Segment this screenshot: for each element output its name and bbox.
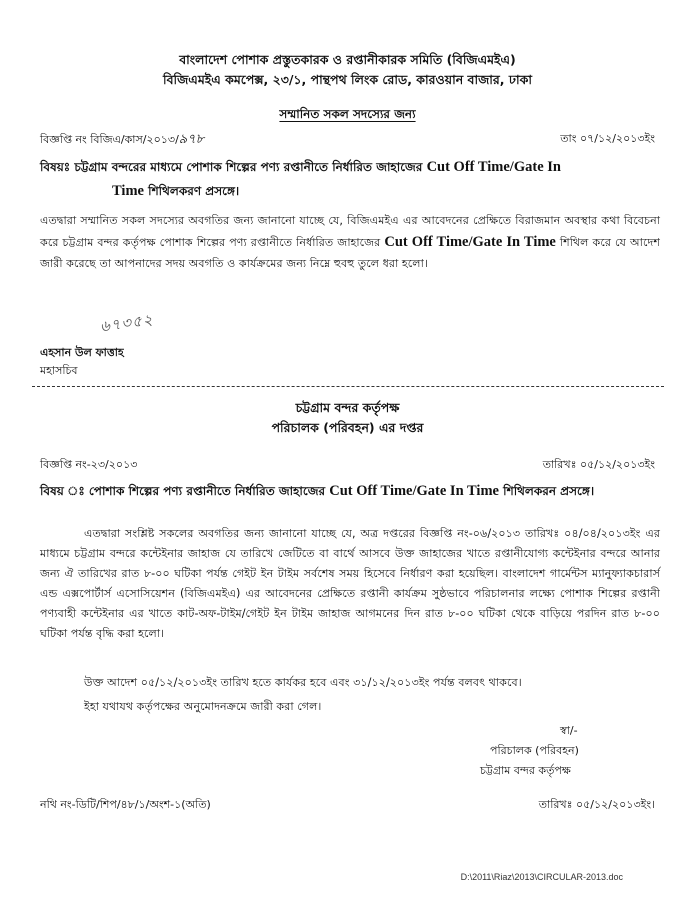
bgmea-body-part-2: শিথিল করে যে আদেশ জারী করেছে তা আপনাদের সদয় অবগতি ও কার্যক্রমের জন্য নিম্নে হুবহু তুলে ধরা হলো।	[40, 235, 661, 270]
bgmea-body-part-1: এতদ্বারা সম্মানিত সকল সদস্যের অবগতির জন্য জানানো যাচ্ছে যে, বিজিএমইএ এর আবেদনের প্রেক্ষিতে বিরাজমান অবস্থার কথা বিবেচনা করে চট্টগ্রাম বন্দর কর্তৃপক্ষ পোশাক শিল্পের পণ্য রপ্তানীতে নির্ধারিত জাহাজের	[40, 214, 660, 249]
cpa-file-no: নথি নং-ডিটি/শিপ/৪৮/১/অংশ-১(অতি)	[40, 798, 211, 811]
cpa-subject-suffix: শিথিলকরন প্রসঙ্গে।	[503, 484, 595, 498]
cpa-notice-no: বিজ্ঞপ্তি নং-২৩/২০১৩	[40, 458, 138, 471]
bgmea-subject-suffix: শিথিলকরণ প্রসঙ্গে।	[148, 184, 240, 198]
bgmea-audience: সম্মানিত সকল সদস্যের জন্য	[279, 107, 416, 121]
cpa-sign-title: পরিচালক (পরিবহন)	[490, 744, 579, 757]
cpa-authority: চট্টগ্রাম বন্দর কর্তৃপক্ষ	[295, 400, 400, 415]
cpa-file-date: তারিখঃ ০৫/১২/২০১৩ইং।	[538, 798, 655, 811]
cpa-sign-mark: স্বা/-	[560, 724, 578, 737]
bgmea-subject-latin: Cut Off Time/Gate In	[426, 159, 561, 175]
cpa-body-approval: ইহা যথাযথ কর্তৃপক্ষের অনুমোদনক্রমে জারী করা গেল।	[84, 700, 322, 713]
cpa-subject-latin: Cut Off Time/Gate In Time	[329, 483, 499, 499]
bgmea-subject-latin-2: Time	[112, 183, 144, 199]
bgmea-org-name: বাংলাদেশ পোশাক প্রস্তুতকারক ও রপ্তানীকারক সমিতি (বিজিএমইএ)	[179, 52, 516, 67]
section-divider	[32, 386, 664, 387]
cpa-sign-org: চট্টগ্রাম বন্দর কর্তৃপক্ষ	[480, 764, 571, 777]
bgmea-notice-no-handwritten: ৯৭৮	[178, 132, 205, 147]
handwritten-initials: ৬৭৩৫২	[98, 310, 155, 336]
cpa-date: তারিখঃ ০৫/১২/২০১৩ইং	[542, 458, 655, 471]
cpa-body-main: এতদ্বারা সংশ্লিষ্ট সকলের অবগতির জন্য জানানো যাচ্ছে যে, অত্র দপ্তরের বিজ্ঞপ্তি নং-০৬/২০১৩ তারিখঃ ০৪/০৪/২০১৩ইং এর মাধ্যমে চট্টগ্রাম বন্দরে কন্টেইনার জাহাজ যে তারিখে জেটিতে বা বার্থে আসবে উক্ত জাহাজের খাতে রপ্তানীযোগ্য কন্টেইনার বন্দরে আনার জন্য ঐ তারিখের রাত ৮-০০ ঘটিকা পর্যন্ত গেইট ইন টাইম সর্বশেষ সময় হিসেবে নির্ধারণ করা হয়েছিল। বাংলাদেশ গার্মেন্টস ম্যানুফ্যাকচারার্স এন্ড এক্সপোর্টার্স এসোসিয়েশন (বিজিএমইএ) এর আবেদনের প্রেক্ষিতে রপ্তানী কার্যক্রম সুষ্ঠভাবে পরিচালনার লক্ষ্যে পোশাক শিল্পের রপ্তানী পণ্যবাহী কন্টেইনার এর খাতে কাট-অফ-টাইম/গেইট ইন টাইম জাহাজ আগমনের দিন রাত ৮-০০ ঘটিকা থেকে বাড়িয়ে পরদিন রাত ৮-০০ ঘটিকা পর্যন্ত বৃদ্ধি করা হলো।	[40, 527, 660, 640]
bgmea-subject	[40, 155, 660, 203]
cpa-body-effective: উক্ত আদেশ ০৫/১২/২০১৩ইং তারিখ হতে কার্যকর হবে এবং ৩১/১২/২০১৩ইং পর্যন্ত বলবৎ থাকবে।	[84, 676, 522, 689]
bgmea-subject-prefix: বিষয়ঃ চট্টগ্রাম বন্দরের মাধ্যমে পোশাক শিল্পের পণ্য রপ্তানীতে নির্ধারিত জাহাজের	[40, 160, 423, 174]
bgmea-body	[40, 210, 660, 275]
cpa-subject-prefix: বিষয় ঃ পোশাক শিল্পের পণ্য রপ্তানীতে নির্ধারিত জাহাজের	[40, 484, 326, 498]
cpa-subject	[40, 480, 660, 502]
bgmea-notice-no	[40, 130, 204, 151]
bgmea-signatory-title: মহাসচিব	[40, 364, 78, 377]
bgmea-body-latin: Cut Off Time/Gate In Time	[384, 233, 556, 250]
footer-file-path: D:\2011\Riaz\2013\CIRCULAR-2013.doc	[460, 872, 623, 882]
bgmea-notice-no-text: বিজ্ঞপ্তি নং বিজিএ/কাস/২০১৩/	[40, 133, 179, 146]
cpa-office: পরিচালক (পরিবহন) এর দপ্তর	[271, 420, 424, 435]
bgmea-address: বিজিএমইএ কমপেক্স, ২৩/১, পান্থপথ লিংক রোড, কারওয়ান বাজার, ঢাকা	[163, 72, 532, 87]
bgmea-signatory-name: এহসান উল ফাত্তাহ	[40, 346, 124, 359]
bgmea-date: তাং ০৭/১২/২০১৩ইং	[560, 132, 655, 145]
